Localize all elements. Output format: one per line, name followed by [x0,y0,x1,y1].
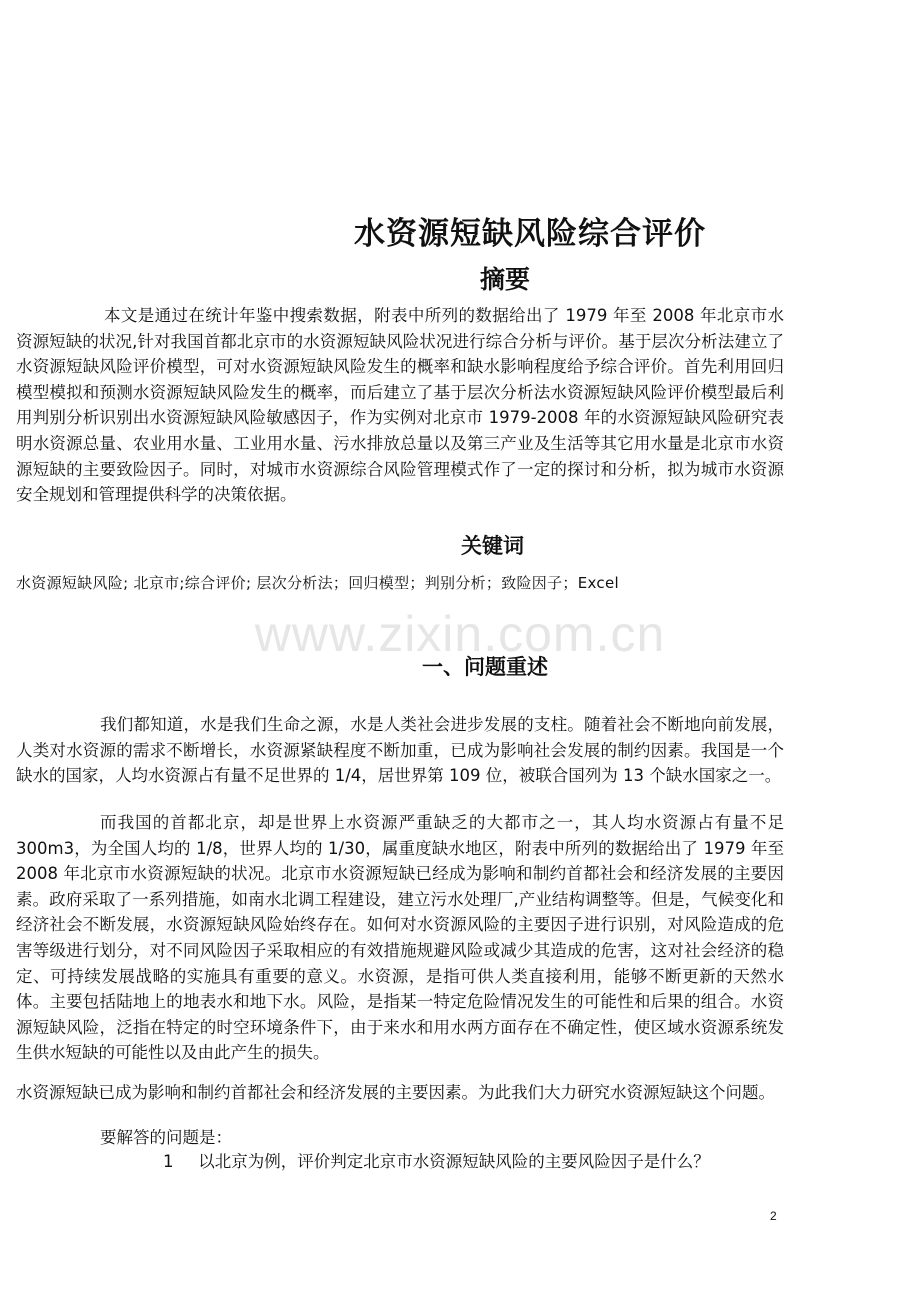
abstract-heading: 摘要 [479,265,530,294]
body-paragraph-3: 水资源短缺已成为影响和制约首都社会和经济发展的主要因素。为此我们大力研究水资源短缺这个问题。 [16,1083,775,1102]
abstract-paragraph: 本文是通过在统计年鉴中搜索数据，附表中所列的数据给出了 1979 年至 2008 年北京市水资源短缺的状况,针对我国首都北京市的水资源短缺风险状况进行综合分析与评价。基于层次分析法建立了水资源短缺风险评价模型，可对水资源短缺风险发生的概率和缺水影响程度给予综合评价。首先利用回归模型模拟和预测水资源短缺风险发生的概率，而后建立了基于层次分析法水资源短缺风险评价模型最后利用判别分析识别出水资源短缺风险敏感因子，作为实例对北京市 1979-2008 年的水资源短缺风险研究表明水资源总量、农业用水量、工业用水量、污水排放总量以及第三产业及生活等其它用水量是北京市水资源短缺的主要致险因子。同时，对城市水资源综合风险管理模式作了一定的探讨和分析，拟为城市水资源安全规划和管理提供科学的决策依据。 [16,306,784,505]
keywords-heading: 关键词 [461,534,524,558]
section-heading: 一、问题重述 [422,655,548,679]
watermark: www.zixin.com.cn [254,606,666,662]
page-number: 2 [770,1209,777,1223]
body-paragraph-1: 我们都知道，水是我们生命之源，水是人类社会进步发展的支柱。随着社会不断地向前发展，人类对水资源的需求不断增长，水资源紧缺程度不断加重，已成为影响社会发展的制约因素。我国是一个缺水的国家，人均水资源占有量不足世界的 1/4，居世界第 109 位，被联合国列为 13 个缺水国家之一。 [16,715,784,786]
document-title: 水资源短缺风险综合评价 [354,216,706,252]
body-paragraph-2: 而我国的首都北京，却是世界上水资源严重缺乏的大都市之一，其人均水资源占有量不足 300m3，为全国人均的 1/8，世界人均的 1/30，属重度缺水地区，附表中所列的数据给出了 1979 年至 2008 年北京市水资源短缺的状况。北京市水资源短缺已经成为影响和制约首都社会和经济发展的主要因素。政府采取了一系列措施，如南水北调工程建设，建立污水处理厂,产业结构调整等。但是，气候变化和经济社会不断发展，水资源短缺风险始终存在。如何对水资源风险的主要因子进行识别，对风险造成的危害等级进行划分，对不同风险因子采取相应的有效措施规避风险或减少其造成的危害，这对社会经济的稳定、可持续发展战略的实施具有重要的意义。水资源，是指可供人类直接利用，能够不断更新的天然水体。主要包括陆地上的地表水和地下水。风险，是指某一特定危险情况发生的可能性和后果的组合。水资源短缺风险，泛指在特定的时空环境条件下，由于来水和用水两方面存在不确定性，使区域水资源系统发生供水短缺的可能性以及由此产生的损失。 [16,813,784,1063]
keywords-line: 水资源短缺风险; 北京市;综合评价; 层次分析法；回归模型；判别分析；致险因子；Excel [16,574,619,592]
question-number: 1 [163,1152,174,1171]
question-text: 以北京为例，评价判定北京市水资源短缺风险的主要风险因子是什么？ [198,1152,710,1171]
question-item [163,1149,710,1175]
questions-intro: 要解答的问题是： [100,1128,232,1147]
